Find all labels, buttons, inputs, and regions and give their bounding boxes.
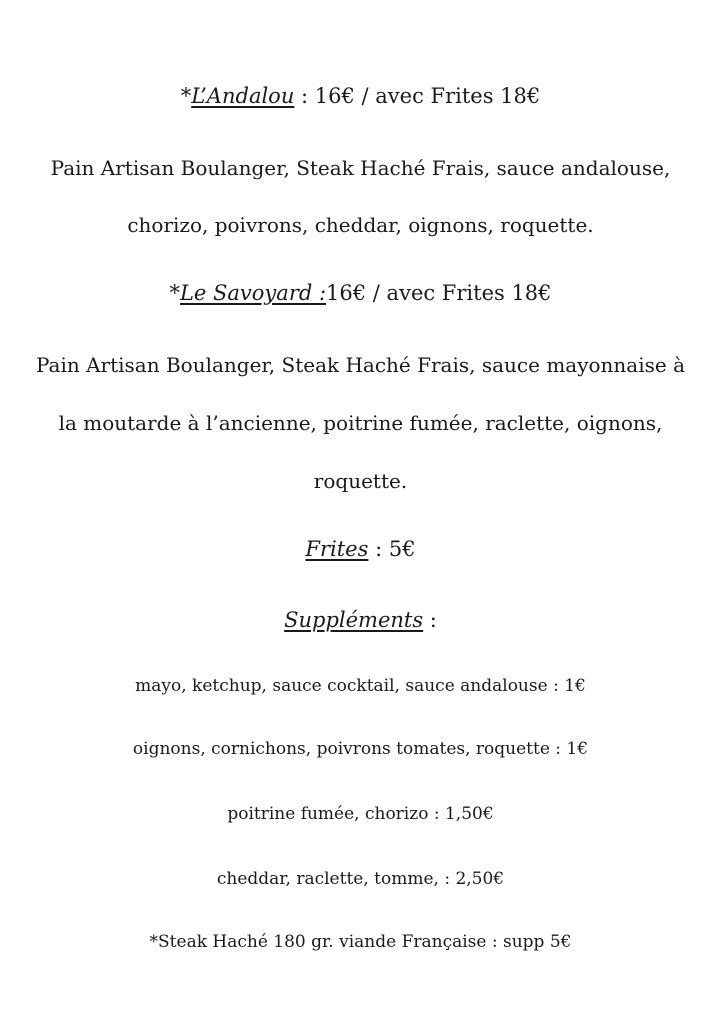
savoyard-description-line-3: roquette.	[313, 469, 408, 493]
savoyard-name: Le Savoyard :	[179, 281, 327, 305]
andalou-description-line-1: Pain Artisan Boulanger, Steak Haché Frais, sauce andalouse,	[50, 156, 671, 180]
andalou-description-line-2: chorizo, poivrons, cheddar, oignons, roquette.	[127, 213, 594, 237]
supplement-item: cheddar, raclette, tomme, : 2,50€	[216, 869, 505, 889]
supplement-item: *Steak Haché 180 gr. viande Française : supp 5€	[149, 932, 572, 952]
savoyard-description-line-2: la moutarde à l’ancienne, poitrine fumée, raclette, oignons,	[58, 411, 663, 435]
frites-name: Frites	[305, 537, 369, 561]
supplements-heading	[0, 610, 721, 631]
frites-price: : 5€	[368, 537, 416, 561]
supplement-item: poitrine fumée, chorizo : 1,50€	[227, 804, 494, 824]
supplement-item: oignons, cornichons, poivrons tomates, roquette : 1€	[132, 739, 589, 759]
andalou-price: : 16€ / avec Frites 18€	[294, 84, 541, 108]
andalou-name: L’Andalou	[191, 84, 295, 108]
savoyard-prefix: *	[169, 281, 180, 305]
supplements-title: Suppléments	[284, 608, 424, 632]
savoyard-description-line-1: Pain Artisan Boulanger, Steak Haché Frais, sauce mayonnaise à	[35, 353, 686, 377]
savoyard-price: 16€ / avec Frites 18€	[326, 281, 552, 305]
supplements-suffix: :	[423, 608, 437, 632]
andalou-heading	[0, 86, 721, 107]
supplement-item: mayo, ketchup, sauce cocktail, sauce andalouse : 1€	[135, 676, 586, 696]
frites-heading	[0, 539, 721, 560]
savoyard-heading	[0, 283, 721, 304]
andalou-prefix: *	[180, 84, 192, 108]
